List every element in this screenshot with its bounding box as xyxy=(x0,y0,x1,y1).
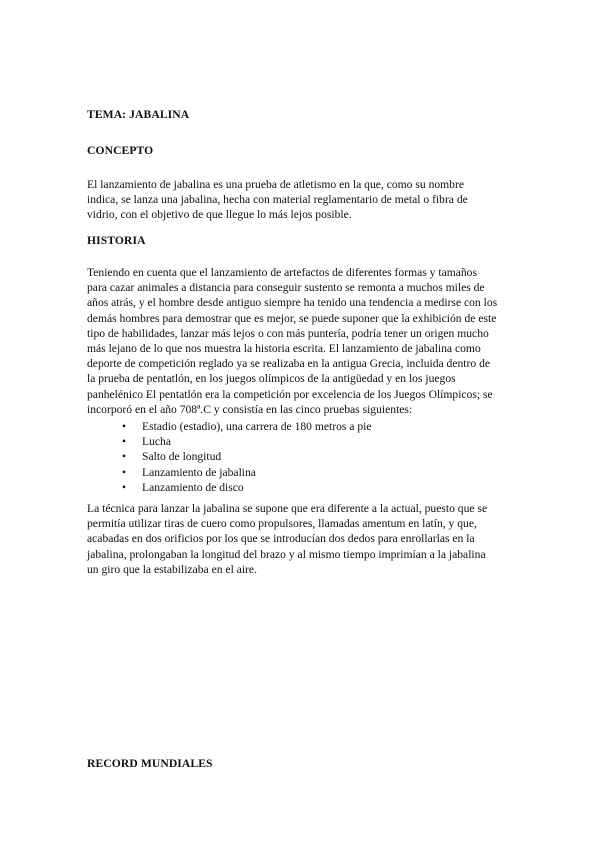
list-item-label: Lucha xyxy=(142,435,171,449)
bullet-icon: • xyxy=(122,435,127,449)
history-line: para cazar animales a distancia para conseguir sustento se remonta a muchos miles de xyxy=(87,281,485,295)
history-line: panhelénico El pentatlón era la competición por excelencia de los Juegos Olímpicos; se xyxy=(87,387,493,401)
bullet-icon: • xyxy=(122,465,127,479)
technique-line: La técnica para lanzar la jabalina se supone que era diferente a la actual, puesto que se xyxy=(87,502,488,515)
list-item xyxy=(122,419,372,434)
history-line: deporte de competición reglado ya se realizaba en la antigua Grecia, incluida dentro de xyxy=(87,357,491,371)
concept-paragraph xyxy=(87,177,517,223)
events-list xyxy=(122,419,372,495)
concept-line: vidrio, con el objetivo de que llegue lo más lejos posible. xyxy=(87,208,352,222)
list-item-label: Lanzamiento de jabalina xyxy=(142,465,256,479)
technique-paragraph xyxy=(87,501,517,577)
list-item xyxy=(122,480,372,495)
technique-line: un giro que la estabilizaba en el aire. xyxy=(87,562,257,576)
bullet-icon: • xyxy=(122,450,127,464)
history-line: años atrás, y el hombre desde antiguo siempre ha tenido una tendencia a medirse con los xyxy=(87,296,498,310)
records-heading: RECORD MUNDIALES xyxy=(87,757,213,770)
history-line: Teniendo en cuenta que el lanzamiento de artefactos de diferentes formas y tamaños xyxy=(87,266,477,279)
history-paragraph xyxy=(87,265,517,417)
list-item xyxy=(122,449,372,464)
technique-line: acabadas en dos orificios por los que se introducían dos dedos para enrollarlas en la xyxy=(87,532,475,546)
list-item-label: Estadio (estadio), una carrera de 180 metros a pie xyxy=(142,420,372,433)
list-item-label: Lanzamiento de disco xyxy=(142,480,244,494)
history-line: tipo de habilidades, lanzar más lejos o con más puntería, podría tener un origen mucho xyxy=(87,326,489,340)
concept-line: El lanzamiento de jabalina es una prueba de atletismo en la que, como su nombre xyxy=(87,178,464,191)
technique-line: permitía utilizar tiras de cuero como propulsores, llamadas amentum en latín, y que, xyxy=(87,517,477,531)
topic-heading: TEMA: JABALINA xyxy=(87,108,190,121)
bullet-icon: • xyxy=(122,480,127,494)
list-item-label: Salto de longitud xyxy=(142,450,222,464)
concept-line: indica, se lanza una jabalina, hecha con material reglamentario de metal o fibra de xyxy=(87,193,468,207)
history-line: más lejano de lo que nos muestra la historia escrita. El lanzamiento de jabalina como xyxy=(87,342,481,356)
list-item xyxy=(122,465,372,480)
history-line: demás hombres para demostrar que es mejor, se puede suponer que la exhibición de este xyxy=(87,311,497,325)
history-line: incorporó en el año 708ª.C y consistía en las cinco pruebas siguientes: xyxy=(87,402,413,416)
concept-heading: CONCEPTO xyxy=(87,144,154,157)
history-heading: HISTORIA xyxy=(87,234,146,247)
list-item xyxy=(122,434,372,449)
bullet-icon: • xyxy=(122,420,127,433)
technique-line: jabalina, prolongaban la longitud del brazo y al mismo tiempo imprimían a la jabalina xyxy=(87,547,486,561)
history-line: la prueba de pentatlón, en los juegos olímpicos de la antigüedad y en los juegos xyxy=(87,372,456,386)
